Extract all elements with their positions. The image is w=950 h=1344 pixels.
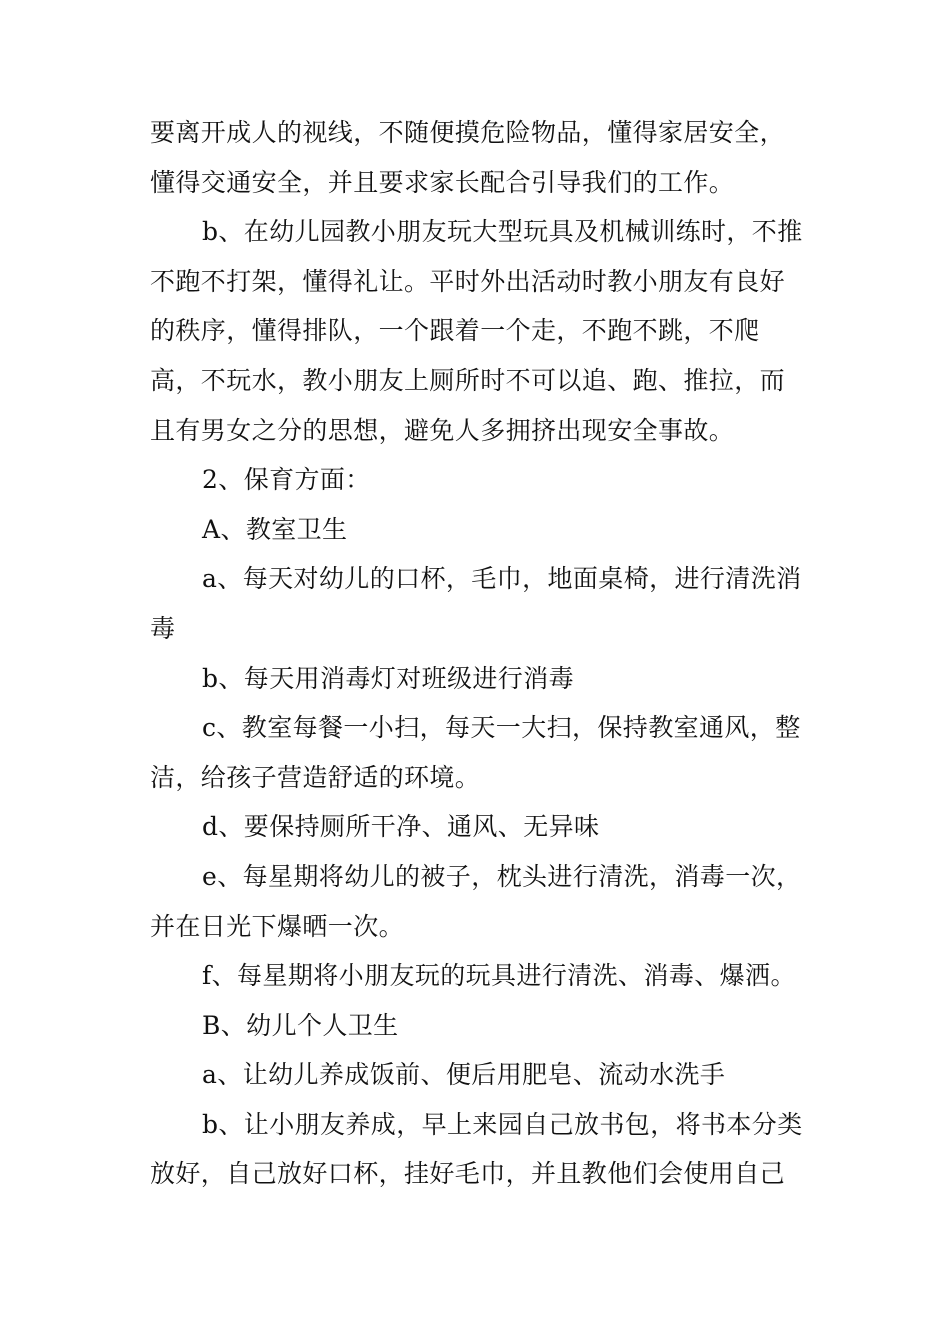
list-item: d、要保持厕所干净、通风、无异味 <box>202 812 600 842</box>
subsection-heading: A、教室卫生 <box>202 514 348 544</box>
list-item: a、每天对幼儿的口杯，毛巾，地面桌椅，进行清洗消毒 <box>150 564 802 643</box>
list-item: c、教室每餐一小扫，每天一大扫，保持教室通风，整洁，给孩子营造舒适的环境。 <box>150 713 801 792</box>
list-item: b、让小朋友养成，早上来园自己放书包，将书本分类放好，自己放好口杯，挂好毛巾，并且教他们会使用自己 <box>150 1109 803 1189</box>
list-item: b、每天用消毒灯对班级进行消毒 <box>202 663 575 693</box>
subsection-heading: B、幼儿个人卫生 <box>202 1010 399 1040</box>
document-body <box>150 108 810 1199</box>
list-item: f、每星期将小朋友玩的玩具进行清洗、消毒、爆洒。 <box>202 961 796 991</box>
list-item: a、让幼儿养成饭前、便后用肥皂、流动水洗手 <box>202 1060 726 1090</box>
paragraph: 要离开成人的视线，不随便摸危险物品，懂得家居安全，懂得交通安全，并且要求家长配合引导我们的工作。 <box>150 118 786 197</box>
list-item: e、每星期将幼儿的被子，枕头进行清洗，消毒一次，并在日光下爆晒一次。 <box>150 861 802 941</box>
paragraph: b、在幼儿园教小朋友玩大型玩具及机械训练时，不推不跑不打架，懂得礼让。平时外出活动时教小朋友有良好的秩序，懂得排队，一个跟着一个走，不跑不跳，不爬高，不玩水，教小朋友上厕所时不可以追、跑、推拉，而且有男女之分的思想，避免人多拥挤出现安全事故。 <box>150 217 803 445</box>
section-heading: 2、保育方面： <box>202 465 371 495</box>
